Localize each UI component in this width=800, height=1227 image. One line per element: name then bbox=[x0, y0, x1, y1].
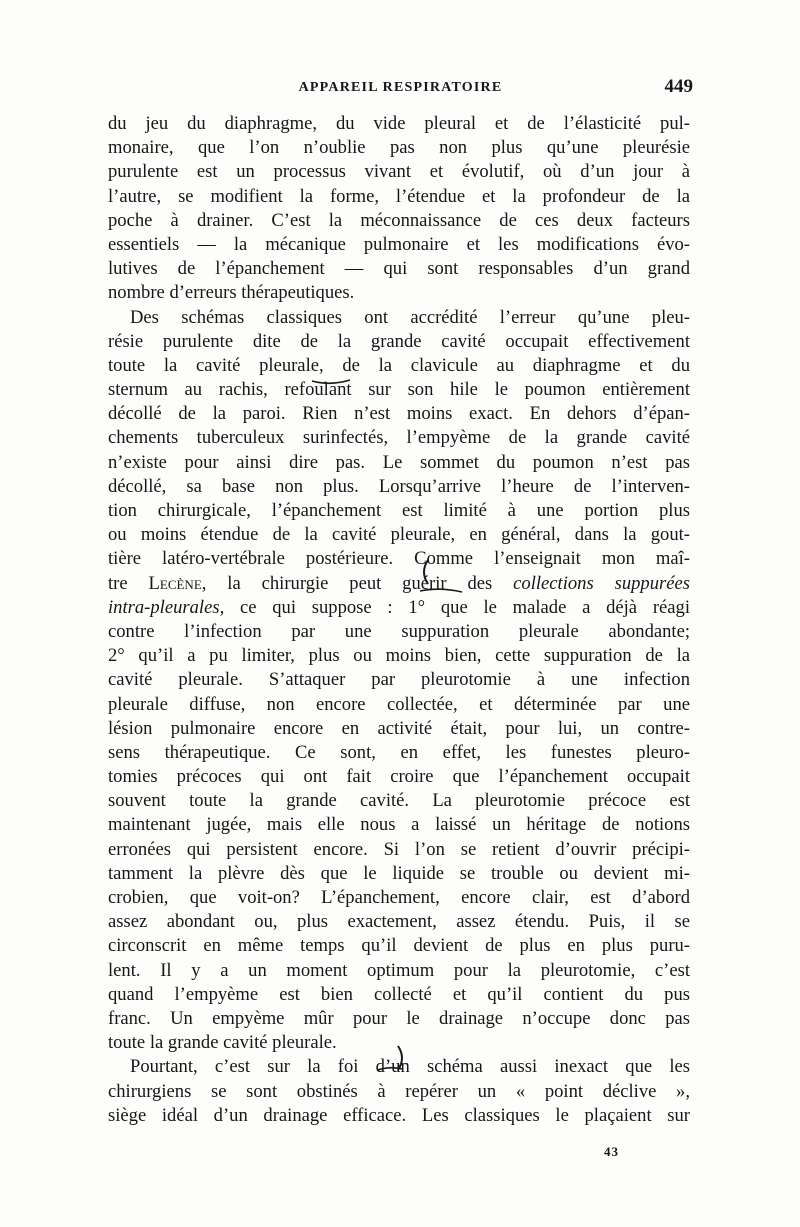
text-line: maintenant jugée, mais elle nous a laissé un héritage de notions bbox=[108, 814, 690, 836]
text-line: souvent toute la grande cavité. La pleurotomie précoce est bbox=[108, 790, 690, 812]
text-line: sens thérapeutique. Ce sont, en effet, les funestes pleuro- bbox=[108, 741, 690, 763]
text-line: chements tuberculeux surinfectés, l’empyème de la grande cavité bbox=[108, 427, 690, 449]
text-line: toute la cavité pleurale, de la clavicule au diaphragme et du bbox=[108, 354, 690, 376]
text-line: siège idéal d’un drainage efficace. Les classiques le plaçaient sur bbox=[108, 1104, 690, 1126]
signature-mark: 43 bbox=[604, 1144, 619, 1159]
text-line: lutives de l’épanchement — qui sont responsables d’un grand bbox=[108, 258, 690, 280]
paragraph-start-line: Pourtant, c’est sur la foi d’un schéma aussi inexact que les bbox=[130, 1056, 690, 1078]
body-text bbox=[108, 112, 690, 1128]
text-line: 2° qu’il a pu limiter, plus ou moins bien, cette suppuration de la bbox=[108, 645, 690, 667]
text-line: tière latéro-vertébrale postérieure. Comme l’enseignait mon maî- bbox=[108, 548, 690, 570]
author-name: Lecène bbox=[148, 572, 202, 594]
text-line: erronées qui persistent encore. Si l’on se retient d’ouvrir précipi- bbox=[108, 838, 690, 860]
text-line: quand l’empyème est bien collecté et qu’il contient du pus bbox=[108, 983, 690, 1005]
text-line: toute la grande cavité pleurale. bbox=[108, 1032, 337, 1054]
text-line: résie purulente dite de la grande cavité occupait effectivement bbox=[108, 330, 690, 352]
text-run: , ce qui suppose : 1° que le malade a déjà réagi bbox=[219, 596, 690, 618]
paragraph-start-line: Des schémas classiques ont accrédité l’erreur qu’une pleu- bbox=[130, 306, 690, 328]
text-line: purulente est un processus vivant et évolutif, où d’un jour à bbox=[108, 161, 690, 183]
text-line: n’existe pour ainsi dire pas. Le sommet du poumon n’est pas bbox=[108, 451, 690, 473]
text-line: circonscrit en même temps qu’il devient de plus en plus puru- bbox=[108, 935, 690, 957]
text-line: franc. Un empyème mûr pour le drainage n’occupe donc pas bbox=[108, 1007, 690, 1029]
text-run: tre bbox=[108, 572, 149, 594]
text-line: nombre d’erreurs thérapeutiques. bbox=[108, 282, 355, 304]
text-line: décollé, sa base non plus. Lorsqu’arrive l’heure de l’interven- bbox=[108, 475, 690, 497]
running-title: APPAREIL RESPIRATOIRE bbox=[298, 80, 503, 95]
text-line: cavité pleurale. S’attaquer par pleurotomie à une infection bbox=[108, 669, 690, 691]
text-line: essentiels — la mécanique pulmonaire et les modifications évo- bbox=[108, 233, 690, 255]
text-run: , la chirurgie peut guérir des bbox=[201, 572, 514, 594]
text-line: monaire, que l’on n’oublie pas non plus qu’une pleurésie bbox=[108, 137, 690, 159]
text-line: l’autre, se modifient la forme, l’étendue et la profondeur de la bbox=[108, 185, 690, 207]
text-line: lésion pulmonaire encore en activité était, pour lui, un contre- bbox=[108, 717, 690, 739]
text-line: décollé de la paroi. Rien n’est moins exact. En dehors d’épan- bbox=[108, 403, 690, 425]
italic-phrase: collections suppurées bbox=[513, 572, 690, 594]
text-line: assez abondant ou, plus exactement, assez étendu. Puis, il se bbox=[108, 911, 690, 933]
text-line-mixed bbox=[108, 596, 690, 620]
text-line: ou moins étendue de la cavité pleurale, en général, dans la gout- bbox=[108, 524, 690, 546]
text-line-mixed bbox=[108, 572, 690, 596]
text-line: tomies précoces qui ont fait croire que l’épanchement occupait bbox=[108, 766, 690, 788]
text-line: sternum au rachis, refoulant sur son hile le poumon entièrement bbox=[108, 379, 690, 401]
text-line: poche à drainer. C’est la méconnaissance de ces deux facteurs bbox=[108, 209, 690, 231]
running-head bbox=[108, 76, 693, 100]
text-line: tion chirurgicale, l’épanchement est limité à une portion plus bbox=[108, 500, 690, 521]
italic-phrase: intra-pleurales bbox=[108, 596, 220, 618]
text-line: contre l’infection par une suppuration pleurale abondante; bbox=[108, 620, 690, 642]
text-line: tamment la plèvre dès que le liquide se trouble ou devient mi- bbox=[108, 862, 690, 884]
text-line: lent. Il y a un moment optimum pour la pleurotomie, c’est bbox=[108, 959, 690, 981]
page-number: 449 bbox=[664, 76, 693, 97]
text-line: crobien, que voit-on? L’épanchement, encore clair, est d’abord bbox=[108, 887, 690, 908]
text-line: chirurgiens se sont obstinés à repérer un « point déclive », bbox=[108, 1080, 690, 1102]
text-line: pleurale diffuse, non encore collectée, et déterminée par une bbox=[108, 693, 690, 715]
text-line: du jeu du diaphragme, du vide pleural et de l’élasticité pul- bbox=[108, 113, 690, 134]
